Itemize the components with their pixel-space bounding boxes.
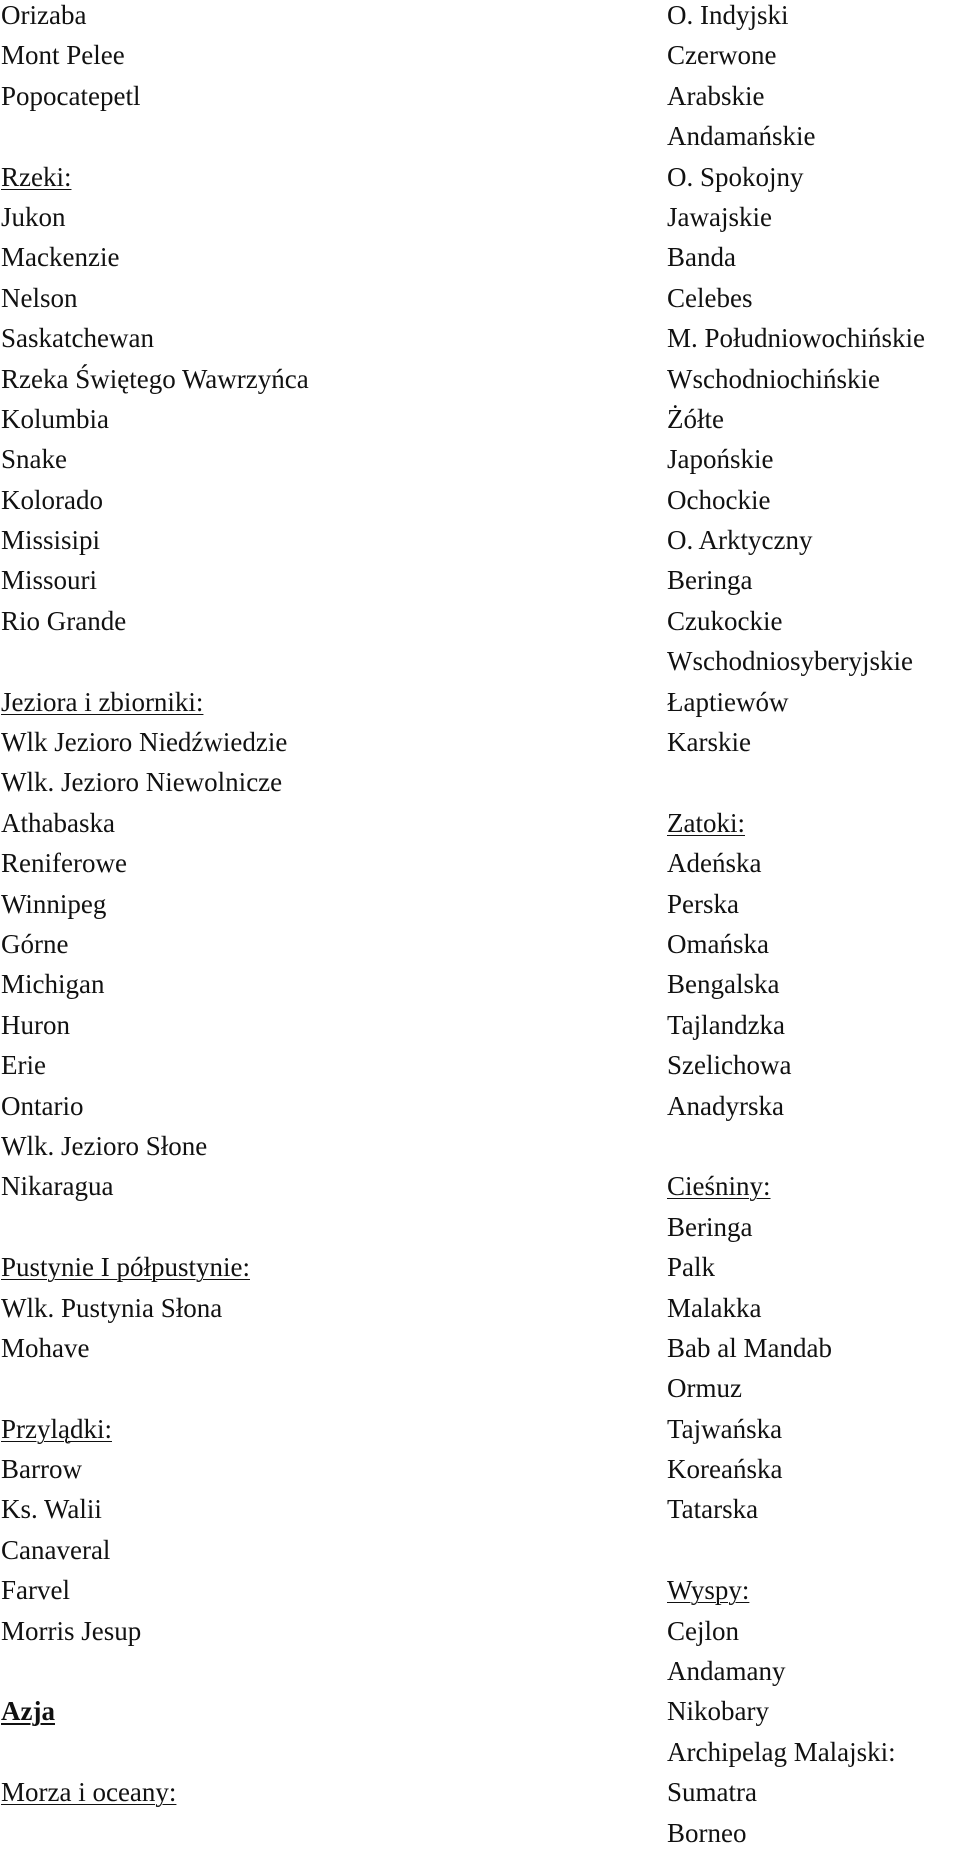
lake-item: Reniferowe [1, 848, 127, 879]
lake-item: Huron [1, 1009, 70, 1040]
lake-item: Erie [1, 1050, 46, 1081]
island-item: Andamany [667, 1656, 786, 1687]
sea-item: Celebes [667, 282, 753, 313]
gulf-item: Omańska [667, 928, 769, 959]
island-item: Cejlon [667, 1615, 739, 1646]
sea-item: Ochockie [667, 484, 771, 515]
right-column [667, 0, 957, 1858]
gulf-item: Szelichowa [667, 1050, 792, 1081]
gulf-item: Bengalska [667, 969, 780, 1000]
lake-item: Wlk. Jezioro Niewolnicze [1, 767, 283, 798]
river-item: Nelson [1, 282, 78, 313]
sea-item: Żółte [667, 403, 724, 434]
spacer [1, 1737, 621, 1777]
strait-item: Palk [667, 1252, 716, 1283]
lake-item: Winnipeg [1, 888, 107, 919]
strait-item: Beringa [667, 1211, 753, 1242]
river-item: Rio Grande [1, 605, 127, 636]
island-item: Nikobary [667, 1696, 769, 1727]
sea-item: Banda [667, 242, 736, 273]
river-item: Mackenzie [1, 242, 120, 273]
section-title-asia: Azja [1, 1696, 55, 1727]
deserts-heading: Pustynie I półpustynie: [1, 1252, 250, 1283]
river-item: Snake [1, 444, 67, 475]
cape-item: Morris Jesup [1, 1615, 142, 1646]
lake-item: Wlk. Jezioro Słone [1, 1130, 208, 1161]
sea-item: Łaptiewów [667, 686, 789, 717]
island-item: Borneo [667, 1817, 747, 1848]
lake-item: Nikaragua [1, 1171, 114, 1202]
lake-item: Górne [1, 928, 69, 959]
sea-item: Japońskie [667, 444, 774, 475]
left-column [1, 0, 621, 1818]
river-item: Rzeka Świętego Wawrzyńca [1, 363, 309, 394]
sea-item: Wschodniosyberyjskie [667, 646, 913, 677]
spacer [667, 1535, 957, 1575]
capes-heading: Przylądki: [1, 1413, 112, 1444]
spacer [1, 1212, 621, 1252]
cape-item: Ks. Walii [1, 1494, 102, 1525]
islands-heading: Wyspy: [667, 1575, 750, 1606]
sea-item: O. Arktyczny [667, 525, 813, 556]
island-item: Archipelag Malajski: [667, 1736, 896, 1767]
river-item: Jukon [1, 201, 66, 232]
strait-item: Malakka [667, 1292, 762, 1323]
river-item: Missisipi [1, 525, 101, 556]
sea-item: Jawajskie [667, 201, 772, 232]
desert-item: Mohave [1, 1332, 90, 1363]
cape-item: Farvel [1, 1575, 70, 1606]
sea-item: O. Spokojny [667, 161, 804, 192]
volcano-item: Popocatepetl [1, 80, 141, 111]
river-item: Missouri [1, 565, 98, 596]
river-item: Kolumbia [1, 403, 109, 434]
sea-item: O. Indyjski [667, 0, 789, 30]
straits-heading: Cieśniny: [667, 1171, 771, 1202]
sea-item: Andamańskie [667, 121, 816, 152]
sea-item: Beringa [667, 565, 753, 596]
lake-item: Wlk Jezioro Niedźwiedzie [1, 727, 288, 758]
strait-item: Tajwańska [667, 1413, 783, 1444]
gulf-item: Anadyrska [667, 1090, 784, 1121]
gulf-item: Adeńska [667, 848, 762, 879]
volcano-item: Orizaba [1, 0, 87, 30]
strait-item: Koreańska [667, 1454, 783, 1485]
spacer [1, 1656, 621, 1696]
cape-item: Barrow [1, 1454, 82, 1485]
river-item: Saskatchewan [1, 323, 154, 354]
sea-item: Czukockie [667, 605, 783, 636]
spacer [1, 646, 621, 686]
spacer [667, 1131, 957, 1171]
volcano-item: Mont Pelee [1, 40, 125, 71]
lakes-heading: Jeziora i zbiorniki: [1, 686, 204, 717]
gulfs-heading: Zatoki: [667, 807, 745, 838]
sea-item: Arabskie [667, 80, 765, 111]
river-item: Kolorado [1, 484, 103, 515]
rivers-heading: Rzeki: [1, 161, 72, 192]
lake-item: Michigan [1, 969, 105, 1000]
gulf-item: Tajlandzka [667, 1009, 786, 1040]
spacer [1, 121, 621, 161]
gulf-item: Perska [667, 888, 739, 919]
spacer [1, 1373, 621, 1413]
cape-item: Canaveral [1, 1534, 111, 1565]
sea-item: M. Południowochińskie [667, 323, 926, 354]
desert-item: Wlk. Pustynia Słona [1, 1292, 223, 1323]
strait-item: Bab al Mandab [667, 1332, 832, 1363]
spacer [667, 767, 957, 807]
sea-item: Wschodniochińskie [667, 363, 880, 394]
strait-item: Tatarska [667, 1494, 759, 1525]
sea-item: Karskie [667, 727, 751, 758]
strait-item: Ormuz [667, 1373, 742, 1404]
lake-item: Ontario [1, 1090, 84, 1121]
lake-item: Athabaska [1, 807, 115, 838]
seas-heading: Morza i oceany: [1, 1777, 177, 1808]
sea-item: Czerwone [667, 40, 777, 71]
island-item: Sumatra [667, 1777, 757, 1808]
